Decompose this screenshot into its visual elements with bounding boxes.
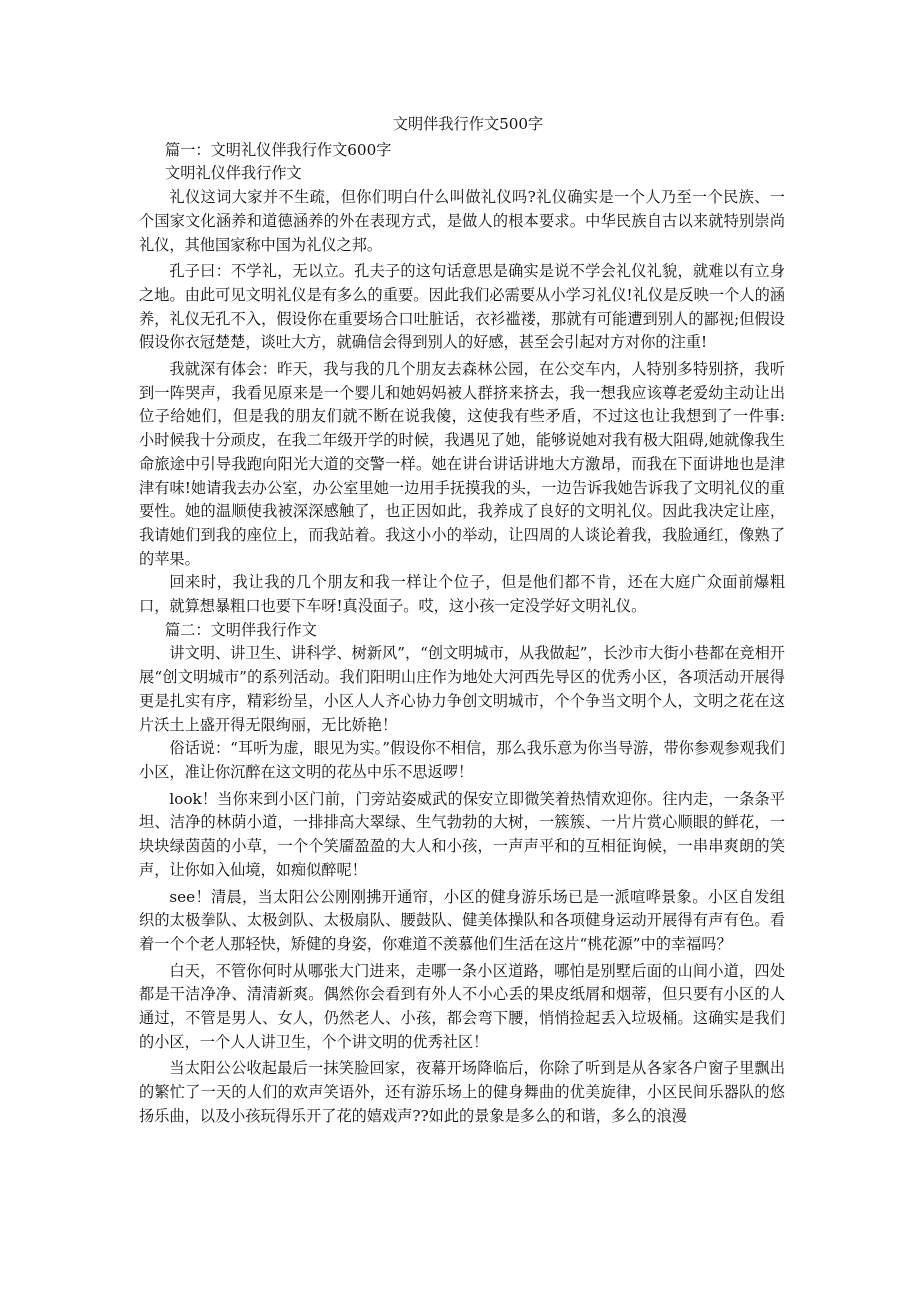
section-2-paragraph: 讲文明、讲卫生、讲科学、树新风”，“创文明城市，从我做起”，长沙市大街小巷都在竞相开展“创文明城市”的系列活动。我们阳明山庄作为地处大河西先导区的优秀小区，各项活动开展得更是扎实有序，精彩纷呈，小区人人齐心协力争创文明城市，个个争当文明个人，文明之花在这片沃土上盛开得无限绚丽，无比娇艳！ <box>139 644 785 734</box>
section-1-paragraph: 回来时，我让我的几个朋友和我一样让个位子，但是他们都不肯，还在大庭广众面前爆粗口，就算想暴粗口也要下车呀!真没面子。哎，这小孩一定没学好文明礼仪。 <box>139 573 785 616</box>
document-body <box>139 113 785 1129</box>
section-2-paragraph: 俗话说：“耳听为虚，眼见为实。”假设你不相信，那么我乐意为你当导游，带你参观参观我们小区，准让你沉醉在这文明的花丛中乐不思返啰！ <box>139 739 785 781</box>
section-2-paragraph: 当太阳公公收起最后一抹笑脸回家，夜幕开场降临后，你除了听到是从各家各户窗子里飘出的繁忙了一天的人们的欢声笑语外，还有游乐场上的健身舞曲的优美旋律，小区民间乐器队的悠扬乐曲，以及小孩玩得乐开了花的嬉戏声??如此的景象是多么的和谐，多么的浪漫 <box>139 1059 785 1125</box>
section-2-paragraph: see！清晨，当太阳公公刚刚拂开通帘，小区的健身游乐场已是一派喧哗景象。小区自发组织的太极拳队、太极剑队、太极扇队、腰鼓队、健美体操队和各项健身运动开展得有声有色。看着一个个老人那轻快，矫健的身姿，你难道不羡慕他们生活在这片“桃花源”中的幸福吗？ <box>139 887 785 953</box>
section-2-paragraph: 白天，不管你何时从哪张大门进来，走哪一条小区道路，哪怕是别墅后面的山间小道，四处都是干洁净净、清清新爽。偶然你会看到有外人不小心丢的果皮纸屑和烟蒂，但只要有小区的人通过，不管是男人、女人，仍然老人、小孩，都会弯下腰，悄悄捡起丢入垃圾桶。这确实是我们的小区，一个人人讲卫生，个个讲文明的优秀社区！ <box>139 961 785 1051</box>
section-1-subheading: 文明礼仪伴我行作文 <box>165 164 302 183</box>
section-2-heading: 篇二：文明伴我行作文 <box>165 620 317 639</box>
section-1-paragraph: 礼仪这词大家并不生疏，但你们明白什么叫做礼仪吗?礼仪确实是一个人乃至一个民族、一个国家文化涵养和道德涵养的外在表现方式，是做人的根本要求。中华民族自古以来就特别崇尚礼仪，其他国家称中国为礼仪之邦。 <box>139 188 785 254</box>
document-title: 文明伴我行作文500字 <box>392 115 544 133</box>
section-1-paragraph: 我就深有体会：昨天，我与我的几个朋友去森林公园，在公交车内，人特别多特别挤，我听到一阵哭声，我看见原来是一个婴儿和她妈妈被人群挤来挤去，我一想我应该尊老爱幼主动让出位子给她们，但是我的朋友们就不断在说我傻，这使我有些矛盾，不过这也让我想到了一件事: 小时候我十分顽皮，在我二年级开学的时候，我遇见了她，能够说她对我有极大阻碍,她就像我生命旅途中引导我跑向阳光大道的交警一样。她在讲台讲话讲地大方激昂，而我在下面讲地也是津津有味!她请我去办公室，办公室里她一边用手抚摸我的头，一边告诉我她告诉我了文明礼仪的重要性。她的温顺使我被深深感触了，也正因如此，我养成了良好的文明礼仪。因此我决定让座，我请她们到我的座位上，而我站着。我这小小的举动，让四周的人谈论着我，我脸通红，像熟了的苹果。 <box>139 360 785 568</box>
section-1-paragraph: 孔子曰：不学礼，无以立。孔夫子的这句话意思是确实是说不学会礼仪礼貌，就难以有立身之地。由此可见文明礼仪是有多么的重要。因此我们必需要从小学习礼仪!礼仪是反映一个人的涵养，礼仪无孔不入，假设你在重要场合口吐脏话，衣衫褴褛，那就有可能遭到别人的鄙视;但假设假设你衣冠楚楚，谈吐大方，就确信会得到别人的好感，甚至会引起对方对你的注重! <box>139 262 785 352</box>
section-2-paragraph: look！当你来到小区门前，门旁站姿威武的保安立即微笑着热情欢迎你。往内走，一条条平坦、洁净的林荫小道，一排排高大翠绿、生气勃勃的大树，一簇簇、一片片赏心顺眼的鲜花，一块块绿茵茵的小草，一个个笑靥盈盈的大人和小孩，一声声平和的互相征询候，一串串爽朗的笑声，让你如入仙境，如痴似醉呢！ <box>139 789 785 879</box>
section-1-heading: 篇一：文明礼仪伴我行作文600字 <box>165 140 392 159</box>
